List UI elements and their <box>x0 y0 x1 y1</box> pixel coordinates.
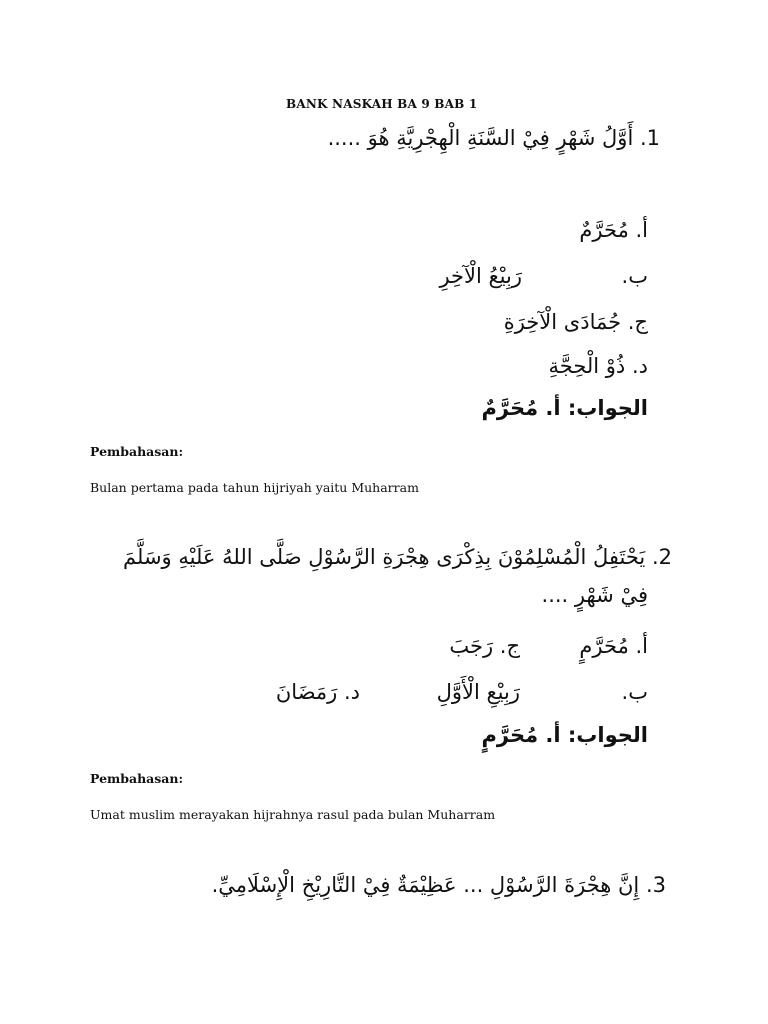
q1-explanation-label: Pembahasan: <box>90 444 184 459</box>
q1-option-a: أ. مُحَرَّمٌ <box>579 218 648 242</box>
q1-option-d: د. ذُوْ الْحِجَّةِ <box>548 354 648 378</box>
q2-option-c: ج. رَجَبَ <box>449 634 520 658</box>
q2-option-b: رَبِيْعِ الْأَوَّلِ <box>436 680 520 704</box>
q2-option-a: أ. مُحَرَّمٍ <box>579 634 648 658</box>
q2-option-b-label: ب. <box>621 680 648 704</box>
q1-explanation: Bulan pertama pada tahun hijriyah yaitu Muharram <box>90 480 419 495</box>
q1-answer: الجواب: أ. مُحَرَّمٌ <box>481 396 648 420</box>
question-2-line-1: 2. يَحْتَفِلُ الْمُسْلِمُوْنَ بِذِكْرَى هِجْرَةِ الرَّسُوْلِ صَلَّى اللهُ عَلَيْهِ وَسَلَّمَ <box>123 545 672 569</box>
q1-option-b: رَبِيْعُ الْآخِرِ <box>439 264 522 288</box>
q2-explanation-label: Pembahasan: <box>90 771 184 786</box>
q1-option-b-label: ب. <box>621 264 648 288</box>
q1-option-c: ج. جُمَادَى الْآخِرَةِ <box>503 310 648 334</box>
q2-option-d: د. رَمَضَانَ <box>275 680 360 704</box>
document-title: BANK NASKAH BA 9 BAB 1 <box>286 97 478 111</box>
q2-answer: الجواب: أ. مُحَرَّمٍ <box>481 723 648 747</box>
question-3: 3. إِنَّ هِجْرَةَ الرَّسُوْلِ ... عَظِيْمَةٌ فِيْ التَّارِيْخِ الْإِسْلَامِيِّ. <box>211 873 666 897</box>
question-2-line-2: فِيْ شَهْرٍ .... <box>541 583 648 607</box>
q2-explanation: Umat muslim merayakan hijrahnya rasul pada bulan Muharram <box>90 807 496 822</box>
question-1: 1. أَوَّلُ شَهْرٍ فِيْ السَّنَةِ الْهِجْرِيَّةِ هُوَ ..... <box>327 126 660 150</box>
